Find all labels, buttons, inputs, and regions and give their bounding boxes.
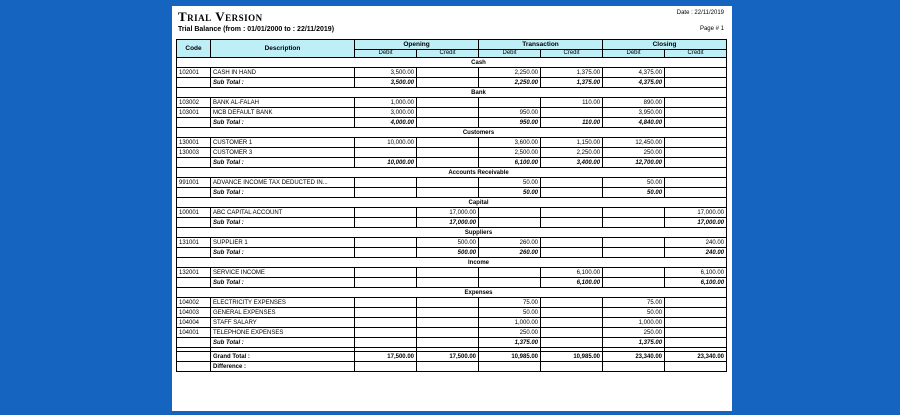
account-closing-credit (665, 108, 727, 118)
subtotal-transaction-credit: 6,100.00 (541, 278, 603, 288)
subtotal-code-cell (177, 78, 211, 88)
group-header-cell (665, 228, 727, 238)
account-transaction-debit: 2,500.00 (479, 148, 541, 158)
account-opening-debit: 10,000.00 (355, 138, 417, 148)
group-header-cell (603, 88, 665, 98)
group-header-cell (665, 168, 727, 178)
subtotal-opening-credit (417, 188, 479, 198)
difference-closing-debit (603, 362, 665, 372)
group-header-cell (665, 198, 727, 208)
subtotal-closing-debit: 4,840.00 (603, 118, 665, 128)
subtotal-transaction-debit: 6,100.00 (479, 158, 541, 168)
account-code: 104002 (177, 298, 211, 308)
difference-row (177, 362, 727, 372)
grand-total-transaction-debit: 10,985.00 (479, 352, 541, 362)
group-header-cell (177, 88, 211, 98)
subtotal-opening-debit: 10,000.00 (355, 158, 417, 168)
account-closing-debit (603, 238, 665, 248)
group-header-cell (603, 258, 665, 268)
subtotal-closing-credit (665, 78, 727, 88)
subtotal-closing-debit: 50.00 (603, 188, 665, 198)
grand-total-row (177, 352, 727, 362)
subtotal-row (177, 188, 727, 198)
account-opening-debit (355, 298, 417, 308)
subtotal-row (177, 218, 727, 228)
account-row (177, 98, 727, 108)
group-header-cell (665, 288, 727, 298)
header-opening: Opening (355, 40, 479, 50)
account-description: CASH IN HAND (211, 68, 355, 78)
subtotal-opening-credit: 500.00 (417, 248, 479, 258)
account-opening-debit (355, 328, 417, 338)
account-code: 104001 (177, 328, 211, 338)
subtotal-code-cell (177, 248, 211, 258)
account-code: 102001 (177, 68, 211, 78)
subtotal-closing-credit: 17,000.00 (665, 218, 727, 228)
account-transaction-credit (541, 318, 603, 328)
subtotal-closing-debit: 1,375.00 (603, 338, 665, 348)
account-closing-credit (665, 68, 727, 78)
subtotal-opening-debit (355, 248, 417, 258)
subtotal-code-cell (177, 158, 211, 168)
difference-opening-credit (417, 362, 479, 372)
subtotal-transaction-debit: 950.00 (479, 118, 541, 128)
group-header-row (177, 88, 727, 98)
account-code: 104004 (177, 318, 211, 328)
account-description: SERVICE INCOME (211, 268, 355, 278)
group-header-cell (541, 88, 603, 98)
account-code: 132001 (177, 268, 211, 278)
group-name: Cash (417, 58, 541, 68)
report-title: Trial Version (178, 9, 263, 24)
subtotal-opening-credit (417, 278, 479, 288)
group-header-row (177, 128, 727, 138)
group-header-cell (665, 258, 727, 268)
header-opening-debit: Debit (355, 50, 417, 58)
subtotal-transaction-debit: 260.00 (479, 248, 541, 258)
account-opening-debit: 3,500.00 (355, 68, 417, 78)
subtotal-opening-debit: 3,500.00 (355, 78, 417, 88)
account-description: STAFF SALARY (211, 318, 355, 328)
account-closing-credit: 240.00 (665, 238, 727, 248)
account-description: ELECTRICITY EXPENSES (211, 298, 355, 308)
account-opening-credit (417, 138, 479, 148)
grand-total-label: Grand Total : (211, 352, 355, 362)
account-opening-debit (355, 318, 417, 328)
group-header-cell (355, 258, 417, 268)
account-description: CUSTOMER 1 (211, 138, 355, 148)
account-opening-credit (417, 308, 479, 318)
account-description: GENERAL EXPENSES (211, 308, 355, 318)
group-header-cell (355, 228, 417, 238)
subtotal-transaction-credit (541, 338, 603, 348)
difference-label: Difference : (211, 362, 355, 372)
account-transaction-credit: 110.00 (541, 98, 603, 108)
subtotal-row (177, 118, 727, 128)
account-transaction-credit: 1,375.00 (541, 68, 603, 78)
account-opening-credit (417, 68, 479, 78)
account-row (177, 318, 727, 328)
subtotal-label: Sub Total : (211, 278, 355, 288)
account-transaction-debit: 2,250.00 (479, 68, 541, 78)
group-header-cell (177, 258, 211, 268)
group-header-cell (211, 288, 355, 298)
account-row (177, 178, 727, 188)
account-closing-credit (665, 138, 727, 148)
account-transaction-debit: 50.00 (479, 178, 541, 188)
account-closing-debit: 50.00 (603, 308, 665, 318)
account-closing-debit: 12,450.00 (603, 138, 665, 148)
subtotal-closing-credit (665, 118, 727, 128)
subtotal-transaction-credit: 1,375.00 (541, 78, 603, 88)
subtotal-label: Sub Total : (211, 118, 355, 128)
subtotal-opening-credit (417, 158, 479, 168)
group-header-cell (355, 128, 417, 138)
subtotal-label: Sub Total : (211, 218, 355, 228)
group-header-row (177, 258, 727, 268)
account-row (177, 308, 727, 318)
account-code: 104003 (177, 308, 211, 318)
account-transaction-credit (541, 298, 603, 308)
header-description: Description (211, 40, 355, 58)
grand-total-opening-credit: 17,500.00 (417, 352, 479, 362)
group-name: Customers (417, 128, 541, 138)
subtotal-transaction-debit: 50.00 (479, 188, 541, 198)
subtotal-transaction-credit (541, 248, 603, 258)
header-transaction: Transaction (479, 40, 603, 50)
account-row (177, 68, 727, 78)
group-header-cell (665, 128, 727, 138)
subtotal-opening-credit (417, 118, 479, 128)
account-closing-credit (665, 148, 727, 158)
subtotal-label: Sub Total : (211, 338, 355, 348)
group-header-cell (211, 228, 355, 238)
subtotal-opening-debit (355, 338, 417, 348)
group-header-cell (541, 288, 603, 298)
account-opening-credit (417, 108, 479, 118)
subtotal-transaction-credit: 110.00 (541, 118, 603, 128)
group-header-cell (665, 88, 727, 98)
account-closing-debit: 4,375.00 (603, 68, 665, 78)
account-opening-credit: 17,000.00 (417, 208, 479, 218)
subtotal-opening-credit (417, 78, 479, 88)
account-transaction-debit: 3,600.00 (479, 138, 541, 148)
subtotal-transaction-credit (541, 218, 603, 228)
account-transaction-debit: 260.00 (479, 238, 541, 248)
header-opening-credit: Credit (417, 50, 479, 58)
group-header-cell (211, 88, 355, 98)
group-header-row (177, 168, 727, 178)
group-name: Income (417, 258, 541, 268)
group-name: Expenses (417, 288, 541, 298)
account-closing-debit: 3,950.00 (603, 108, 665, 118)
account-description: ABC CAPITAL ACCOUNT (211, 208, 355, 218)
account-code: 130001 (177, 138, 211, 148)
subtotal-closing-debit (603, 248, 665, 258)
group-header-cell (603, 58, 665, 68)
account-description: ADVANCE INCOME TAX DEDUCTED IN... (211, 178, 355, 188)
account-code: 991001 (177, 178, 211, 188)
subtotal-label: Sub Total : (211, 188, 355, 198)
group-header-cell (541, 128, 603, 138)
subtotal-closing-debit (603, 218, 665, 228)
group-header-cell (177, 128, 211, 138)
grand-total-closing-credit: 23,340.00 (665, 352, 727, 362)
group-header-row (177, 198, 727, 208)
subtotal-opening-credit (417, 338, 479, 348)
subtotal-closing-credit: 6,100.00 (665, 278, 727, 288)
subtotal-closing-debit: 12,700.00 (603, 158, 665, 168)
group-header-cell (177, 228, 211, 238)
account-opening-credit (417, 328, 479, 338)
subtotal-row (177, 248, 727, 258)
group-header-cell (603, 198, 665, 208)
account-transaction-credit: 2,250.00 (541, 148, 603, 158)
subtotal-row (177, 158, 727, 168)
account-closing-credit: 17,000.00 (665, 208, 727, 218)
group-header-cell (177, 288, 211, 298)
account-opening-credit (417, 318, 479, 328)
account-opening-credit (417, 298, 479, 308)
account-closing-credit: 6,100.00 (665, 268, 727, 278)
subtotal-transaction-debit: 2,250.00 (479, 78, 541, 88)
group-name: Suppliers (417, 228, 541, 238)
account-opening-debit (355, 178, 417, 188)
account-row (177, 138, 727, 148)
subtotal-transaction-debit (479, 218, 541, 228)
account-opening-credit (417, 98, 479, 108)
group-header-cell (355, 288, 417, 298)
subtotal-transaction-credit (541, 188, 603, 198)
subtotal-opening-debit (355, 218, 417, 228)
difference-closing-credit (665, 362, 727, 372)
account-transaction-credit (541, 178, 603, 188)
subtotal-closing-credit (665, 338, 727, 348)
subtotal-transaction-debit: 1,375.00 (479, 338, 541, 348)
account-closing-credit (665, 308, 727, 318)
account-transaction-credit (541, 238, 603, 248)
group-header-cell (541, 198, 603, 208)
group-header-cell (541, 58, 603, 68)
account-transaction-credit (541, 208, 603, 218)
account-transaction-debit: 950.00 (479, 108, 541, 118)
account-code: 131001 (177, 238, 211, 248)
group-header-cell (355, 198, 417, 208)
group-header-cell (211, 168, 355, 178)
trial-balance-table (176, 39, 727, 372)
grand-total-transaction-credit: 10,985.00 (541, 352, 603, 362)
header-closing: Closing (603, 40, 727, 50)
account-row (177, 148, 727, 158)
account-transaction-debit: 75.00 (479, 298, 541, 308)
group-name: Capital (417, 198, 541, 208)
account-closing-credit (665, 178, 727, 188)
account-code: 100001 (177, 208, 211, 218)
account-closing-debit: 50.00 (603, 178, 665, 188)
account-row (177, 298, 727, 308)
header-code: Code (177, 40, 211, 58)
group-header-cell (177, 58, 211, 68)
account-closing-credit (665, 298, 727, 308)
report-subtitle: Trial Balance (from : 01/01/2000 to : 22/11/2019) (178, 26, 335, 33)
account-opening-credit: 500.00 (417, 238, 479, 248)
group-header-cell (211, 258, 355, 268)
group-name: Accounts Receivable (417, 168, 541, 178)
account-opening-debit: 1,000.00 (355, 98, 417, 108)
difference-opening-debit (355, 362, 417, 372)
account-closing-debit (603, 208, 665, 218)
grand-total-code-cell (177, 352, 211, 362)
subtotal-closing-credit (665, 158, 727, 168)
account-code: 130003 (177, 148, 211, 158)
account-transaction-credit (541, 308, 603, 318)
subtotal-closing-debit (603, 278, 665, 288)
subtotal-transaction-credit: 3,400.00 (541, 158, 603, 168)
group-header-cell (603, 228, 665, 238)
subtotal-code-cell (177, 218, 211, 228)
account-opening-debit (355, 238, 417, 248)
account-opening-debit: 3,000.00 (355, 108, 417, 118)
subtotal-row (177, 278, 727, 288)
subtotal-label: Sub Total : (211, 78, 355, 88)
subtotal-opening-debit: 4,000.00 (355, 118, 417, 128)
subtotal-closing-credit (665, 188, 727, 198)
grand-total-opening-debit: 17,500.00 (355, 352, 417, 362)
subtotal-code-cell (177, 188, 211, 198)
account-transaction-debit: 250.00 (479, 328, 541, 338)
account-code: 103001 (177, 108, 211, 118)
subtotal-opening-debit (355, 188, 417, 198)
subtotal-opening-debit (355, 278, 417, 288)
account-description: CUSTOMER 3 (211, 148, 355, 158)
group-header-row (177, 58, 727, 68)
group-header-cell (177, 198, 211, 208)
grand-total-closing-debit: 23,340.00 (603, 352, 665, 362)
account-transaction-debit: 1,000.00 (479, 318, 541, 328)
account-transaction-debit (479, 268, 541, 278)
account-closing-debit (603, 268, 665, 278)
account-closing-credit (665, 318, 727, 328)
group-header-cell (211, 198, 355, 208)
subtotal-transaction-debit (479, 278, 541, 288)
account-opening-debit (355, 148, 417, 158)
account-description: BANK AL-FALAH (211, 98, 355, 108)
group-header-cell (355, 88, 417, 98)
group-header-cell (355, 168, 417, 178)
subtotal-label: Sub Total : (211, 158, 355, 168)
account-opening-debit (355, 268, 417, 278)
group-header-row (177, 228, 727, 238)
account-opening-credit (417, 268, 479, 278)
account-transaction-credit (541, 108, 603, 118)
group-header-cell (541, 168, 603, 178)
table-body (177, 58, 727, 372)
group-header-cell (211, 128, 355, 138)
account-description: MCB DEFAULT BANK (211, 108, 355, 118)
account-opening-debit (355, 208, 417, 218)
subtotal-code-cell (177, 278, 211, 288)
header-closing-credit: Credit (665, 50, 727, 58)
account-code: 103002 (177, 98, 211, 108)
account-transaction-credit: 6,100.00 (541, 268, 603, 278)
page-number: Page # 1 (699, 26, 724, 32)
group-header-cell (665, 58, 727, 68)
account-row (177, 328, 727, 338)
account-transaction-debit (479, 208, 541, 218)
report-date: Date : 22/11/2019 (676, 10, 724, 16)
group-header-cell (177, 168, 211, 178)
group-header-cell (211, 58, 355, 68)
account-closing-debit: 890.00 (603, 98, 665, 108)
difference-transaction-credit (541, 362, 603, 372)
group-header-cell (603, 288, 665, 298)
account-transaction-credit: 1,150.00 (541, 138, 603, 148)
account-transaction-credit (541, 328, 603, 338)
account-closing-debit: 75.00 (603, 298, 665, 308)
account-row (177, 268, 727, 278)
account-opening-credit (417, 178, 479, 188)
group-header-cell (541, 228, 603, 238)
subtotal-row (177, 338, 727, 348)
account-row (177, 108, 727, 118)
account-opening-debit (355, 308, 417, 318)
difference-transaction-debit (479, 362, 541, 372)
subtotal-opening-credit: 17,000.00 (417, 218, 479, 228)
account-row (177, 238, 727, 248)
group-name: Bank (417, 88, 541, 98)
header-transaction-debit: Debit (479, 50, 541, 58)
subtotal-label: Sub Total : (211, 248, 355, 258)
account-opening-credit (417, 148, 479, 158)
report-page (172, 6, 732, 411)
group-header-cell (355, 58, 417, 68)
account-description: SUPPLIER 1 (211, 238, 355, 248)
account-transaction-debit: 50.00 (479, 308, 541, 318)
account-closing-debit: 250.00 (603, 148, 665, 158)
account-row (177, 208, 727, 218)
account-closing-debit: 1,000.00 (603, 318, 665, 328)
subtotal-closing-credit: 240.00 (665, 248, 727, 258)
group-header-cell (541, 258, 603, 268)
account-closing-credit (665, 328, 727, 338)
header-transaction-credit: Credit (541, 50, 603, 58)
account-description: TELEPHONE EXPENSES (211, 328, 355, 338)
group-header-cell (603, 168, 665, 178)
account-closing-debit: 250.00 (603, 328, 665, 338)
header-closing-debit: Debit (603, 50, 665, 58)
group-header-row (177, 288, 727, 298)
difference-code-cell (177, 362, 211, 372)
account-closing-credit (665, 98, 727, 108)
subtotal-closing-debit: 4,375.00 (603, 78, 665, 88)
group-header-cell (603, 128, 665, 138)
subtotal-row (177, 78, 727, 88)
subtotal-code-cell (177, 118, 211, 128)
subtotal-code-cell (177, 338, 211, 348)
account-transaction-debit (479, 98, 541, 108)
